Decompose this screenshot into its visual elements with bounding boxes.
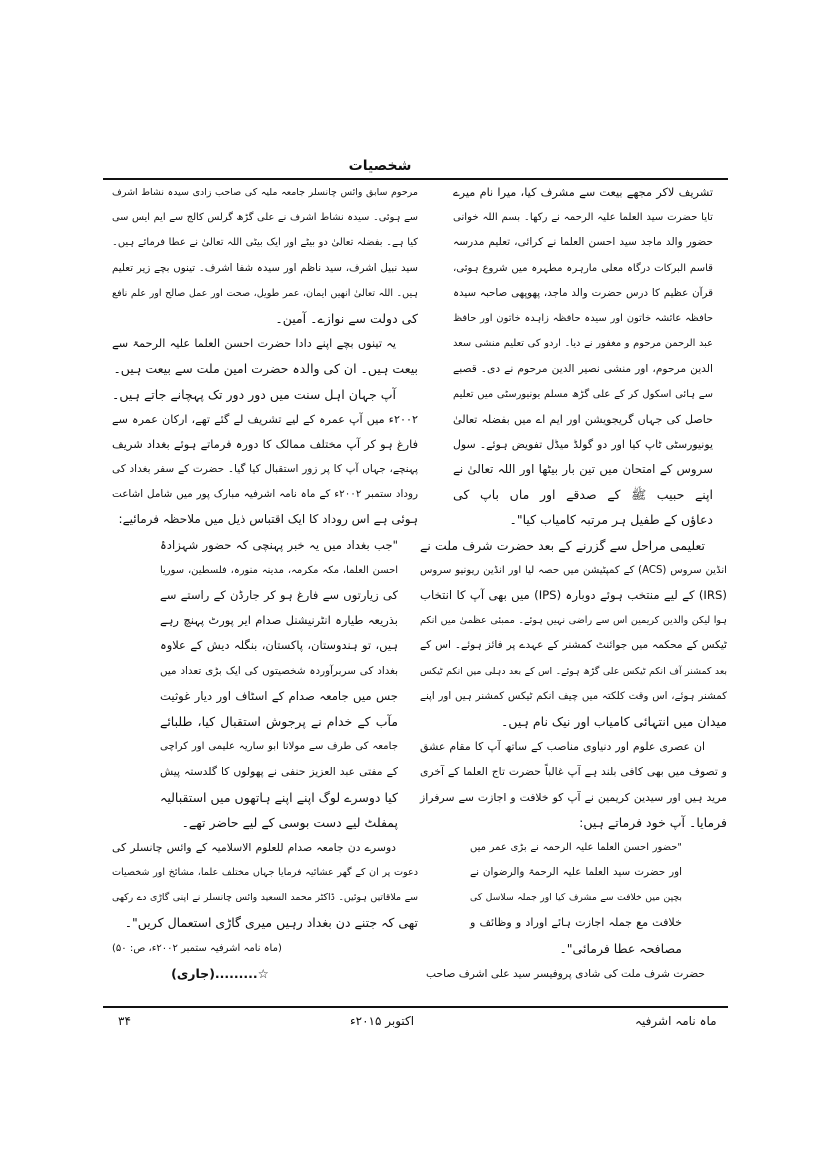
- right-text-line: و تصوف میں بھی کافی بلند ہے آپ غالباً حضرت تاج العلما کے آخری: [420, 765, 727, 779]
- right-text-line: دعاؤں کے طفیل ہر مرتبہ کامیاب کیا"۔: [509, 512, 713, 528]
- right-text-line: حافظہ عائشہ خاتون اور سیدہ حافظہ زاہدہ خاتون اور حافظ: [453, 312, 713, 324]
- left-text-line: مآب کے خدام نے پرجوش استقبال کیا، طلبائے: [160, 713, 398, 729]
- left-text-line: دوسرے دن جامعہ صدام للعلوم الاسلامیہ کے وائس چانسلر کی: [112, 840, 396, 854]
- left-text-line: "جب بغداد میں یہ خبر پہنچی کہ حضور شہزادۂ: [160, 537, 398, 552]
- right-text-line: یونیورسٹی ٹاپ کیا اور دو گولڈ میڈل تفویض ہوئے۔ سول: [453, 437, 713, 451]
- right-text-line: اپنے حبیب ﷺ کے صدقے اور ماں باپ کی: [453, 487, 713, 503]
- left-text-line: ☆.........(جاری): [171, 965, 269, 981]
- left-text-line: پہنچے، جہاں آپ کا پر زور استقبال کیا گیا۔ حضرت کے سفر بغداد کی: [112, 463, 418, 476]
- right-text-line: مرید ہیں اور سیدین کریمین نے آپ کو خلافت و اجازت سے سرفراز: [420, 790, 727, 804]
- right-text-line: ٹیکس کے محکمہ میں جوائنٹ کمشنر کے عہدے پر فائز ہوئے۔ اس کے: [420, 639, 727, 652]
- left-column: [112, 180, 418, 986]
- magazine-name: ماہ نامہ اشرفیہ: [635, 1014, 717, 1028]
- left-text-line: کے مفتی عبد العزیز حنفی نے پھولوں کا گلدستہ پیش: [160, 765, 398, 779]
- left-text-line: جامعہ کی طرف سے مولانا ابو ساریہ علیمی اور کراچی: [160, 741, 398, 753]
- right-text-line: خلافت مع جملہ اجازت ہائے اوراد و وظائف و: [470, 916, 682, 930]
- left-text-line: دعوت پر ان کے گھر عشائیہ فرمایا جہاں مختلف علما، مشائخ اور شخصیات: [112, 867, 418, 879]
- left-text-line: (ماہ نامہ اشرفیہ ستمبر ۲۰۰۲ء، ص: ۵۰): [112, 942, 282, 954]
- left-text-line: کی دولت سے نوازے۔ آمین۔: [275, 310, 418, 326]
- right-text-line: تشریف لاکر مجھے بیعت سے مشرف کیا، میرا نام میرے: [453, 185, 713, 199]
- left-text-line: احسن العلما، مکہ مکرمہ، مدینہ منورہ، فلسطین، سوریا: [160, 564, 398, 576]
- left-text-line: سے ملاقاتیں ہوئیں۔ ڈاکٹر محمد السعید وائس چانسلر نے اپنی گاڑی دے رکھی: [112, 892, 418, 904]
- left-text-line: جس میں جامعہ صدام کے اسٹاف اور دیار غوثیت: [160, 688, 398, 703]
- right-text-line: اور حضرت سید العلما علیہ الرحمۃ والرضوان نے: [470, 866, 682, 879]
- left-text-line: بغداد کی سربرآوردہ شخصیتوں کی ایک بڑی تعداد میں: [160, 664, 398, 677]
- right-text-line: میدان میں انتہائی کامیاب اور نیک نام ہیں۔: [501, 713, 727, 729]
- right-text-line: حضرت شرف ملت کی شادی پروفیسر سید علی اشرف صاحب: [426, 966, 705, 980]
- right-text-line: تایا حضرت سید العلما علیہ الرحمہ نے رکھا۔ بسم اللہ خوانی: [453, 212, 713, 224]
- left-text-line: آپ جہان اہل سنت میں دور دور تک پہچانے جاتے ہیں۔: [112, 386, 396, 402]
- left-text-line: کیا ہے۔ بفضلہ تعالیٰ دو بیٹے اور ایک بیٹی اللہ تعالیٰ نے عطا فرمائے ہیں۔: [112, 237, 418, 249]
- left-text-line: سے ہوئی۔ سیدہ نشاط اشرف نے علی گڑھ گرلس کالج سے ایم ایس سی: [112, 212, 418, 224]
- left-text-line: مرحوم سابق وائس چانسلر جامعہ ملیہ کی صاحب زادی سیدہ نشاط اشرف: [112, 187, 418, 198]
- right-text-line: قاسم البرکات درگاہ معلی مارہرہ مطہرہ میں شروع ہوئی،: [453, 262, 713, 274]
- right-text-line: حاصل کی جہاں گریجویشن اور ایم اے میں بفضلہ تعالیٰ: [453, 412, 713, 426]
- right-text-line: فرمایا۔ آپ خود فرماتے ہیں:: [579, 814, 727, 830]
- left-text-line: بیعت ہیں۔ ان کی والدہ حضرت امین ملت سے بیعت ہیں۔: [113, 361, 418, 377]
- right-text-line: انڈین سروس (ACS) کے کمپٹیشن میں حصہ لیا اور انڈین ریونیو سروس: [420, 564, 727, 576]
- page-number: ۳۴: [118, 1014, 131, 1028]
- left-text-line: بذریعہ طیارہ انٹرنیشنل صدام ایر پورٹ پہنچ رہے: [160, 613, 398, 628]
- right-text-line: مصافحہ عطا فرمائی"۔: [559, 940, 682, 956]
- right-text-line: ہوا لیکن والدین کریمین اس سے راضی نہیں ہوئے۔ ممبئی عظمیٰ میں انکم: [420, 615, 727, 627]
- right-text-line: (IRS) کے لیے منتخب ہوئے دوبارہ (IPS) میں بھی آپ کا انتخاب: [420, 588, 727, 602]
- right-text-line: کمشنر ہوئے، اس وقت کلکتہ میں چیف انکم ٹیکس کمشنر ہیں اور اپنے: [420, 690, 727, 702]
- left-text-line: سید نبیل اشرف، سید ناظم اور سیدہ شفا اشرف۔ تینوں بچے زیر تعلیم: [112, 262, 418, 274]
- section-title: شخصیات: [348, 158, 412, 174]
- right-text-line: عبد الرحمن مرحوم و مغفور نے دیا۔ اردو کی تعلیم منشی سعد: [453, 338, 713, 350]
- right-text-line: تعلیمی مراحل سے گزرنے کے بعد حضرت شرف ملت نے: [420, 537, 705, 553]
- issue-date: اکتوبر ۲۰۱۵ء: [350, 1014, 415, 1028]
- left-text-line: ہوئی ہے اس روداد کا ایک اقتباس ذیل میں ملاحظہ فرمائیے:: [118, 512, 418, 527]
- right-text-line: بچپن میں خلافت سے مشرف کیا اور جملہ سلاسل کی: [470, 892, 682, 904]
- right-text-line: بعد کمشنر آف انکم ٹیکس علی گڑھ ہوئے۔ اس کے بعد دہلی میں انکم ٹیکس: [420, 665, 727, 677]
- right-column: [420, 180, 727, 986]
- left-text-line: یہ تینوں بچے اپنے دادا حضرت احسن العلما علیہ الرحمۃ سے: [112, 336, 396, 351]
- left-text-line: ۲۰۰۲ء میں آپ عمرہ کے لیے تشریف لے گئے تھے، ارکان عمرہ سے: [112, 412, 418, 426]
- left-text-line: ہیں، تو ہندوستان، پاکستان، بنگلہ دیش کے علاوہ: [160, 638, 398, 653]
- right-text-line: ان عصری علوم اور دنیاوی مناصب کے ساتھ آپ کا مقام عشق: [420, 740, 705, 754]
- left-text-line: تھی کہ جتنے دن بغداد رہیں میری گاڑی استعمال کریں"۔: [124, 915, 418, 931]
- left-text-line: فارغ ہو کر آپ مختلف ممالک کا دورہ فرماتے ہوئے بغداد شریف: [112, 436, 418, 451]
- left-text-line: کی زیارتوں سے فارغ ہو کر جارڈن کے راستے سے: [160, 588, 398, 602]
- right-text-line: قرآن عظیم کا درس حضرت والد ماجد، پھوپھی صاحبہ سیدہ: [453, 286, 713, 299]
- right-text-line: حضور والد ماجد سید احسن العلما نے کرائی، تعلیم مدرسہ: [453, 236, 713, 249]
- right-text-line: "حضور احسن العلما علیہ الرحمہ نے بڑی عمر میں: [470, 841, 682, 853]
- left-text-line: ہیں۔ اللہ تعالیٰ انھیں ایمان، عمر طویل، صحت اور عمل صالح اور علم نافع: [112, 287, 418, 299]
- right-text-line: سے ہائی اسکول کر کے علی گڑھ مسلم یونیورسٹی میں تعلیم: [453, 388, 713, 400]
- left-text-line: پمفلٹ لیے دست بوسی کے لیے حاضر تھے۔: [181, 814, 398, 830]
- right-text-line: الدین مرحوم، اور منشی نصیر الدین مرحوم نے دی۔ قصبے: [453, 362, 713, 376]
- left-text-line: کیا دوسرے لوگ اپنے اپنے ہاتھوں میں استقبالیہ: [160, 789, 398, 805]
- right-text-line: سروس کے امتحان میں تین بار بیٹھا اور اللہ تعالیٰ نے: [453, 462, 713, 477]
- footer-rule: [103, 1006, 728, 1008]
- left-text-line: روداد ستمبر ۲۰۰۲ء کے ماہ نامہ اشرفیہ مبارک پور میں شامل اشاعت: [112, 488, 418, 501]
